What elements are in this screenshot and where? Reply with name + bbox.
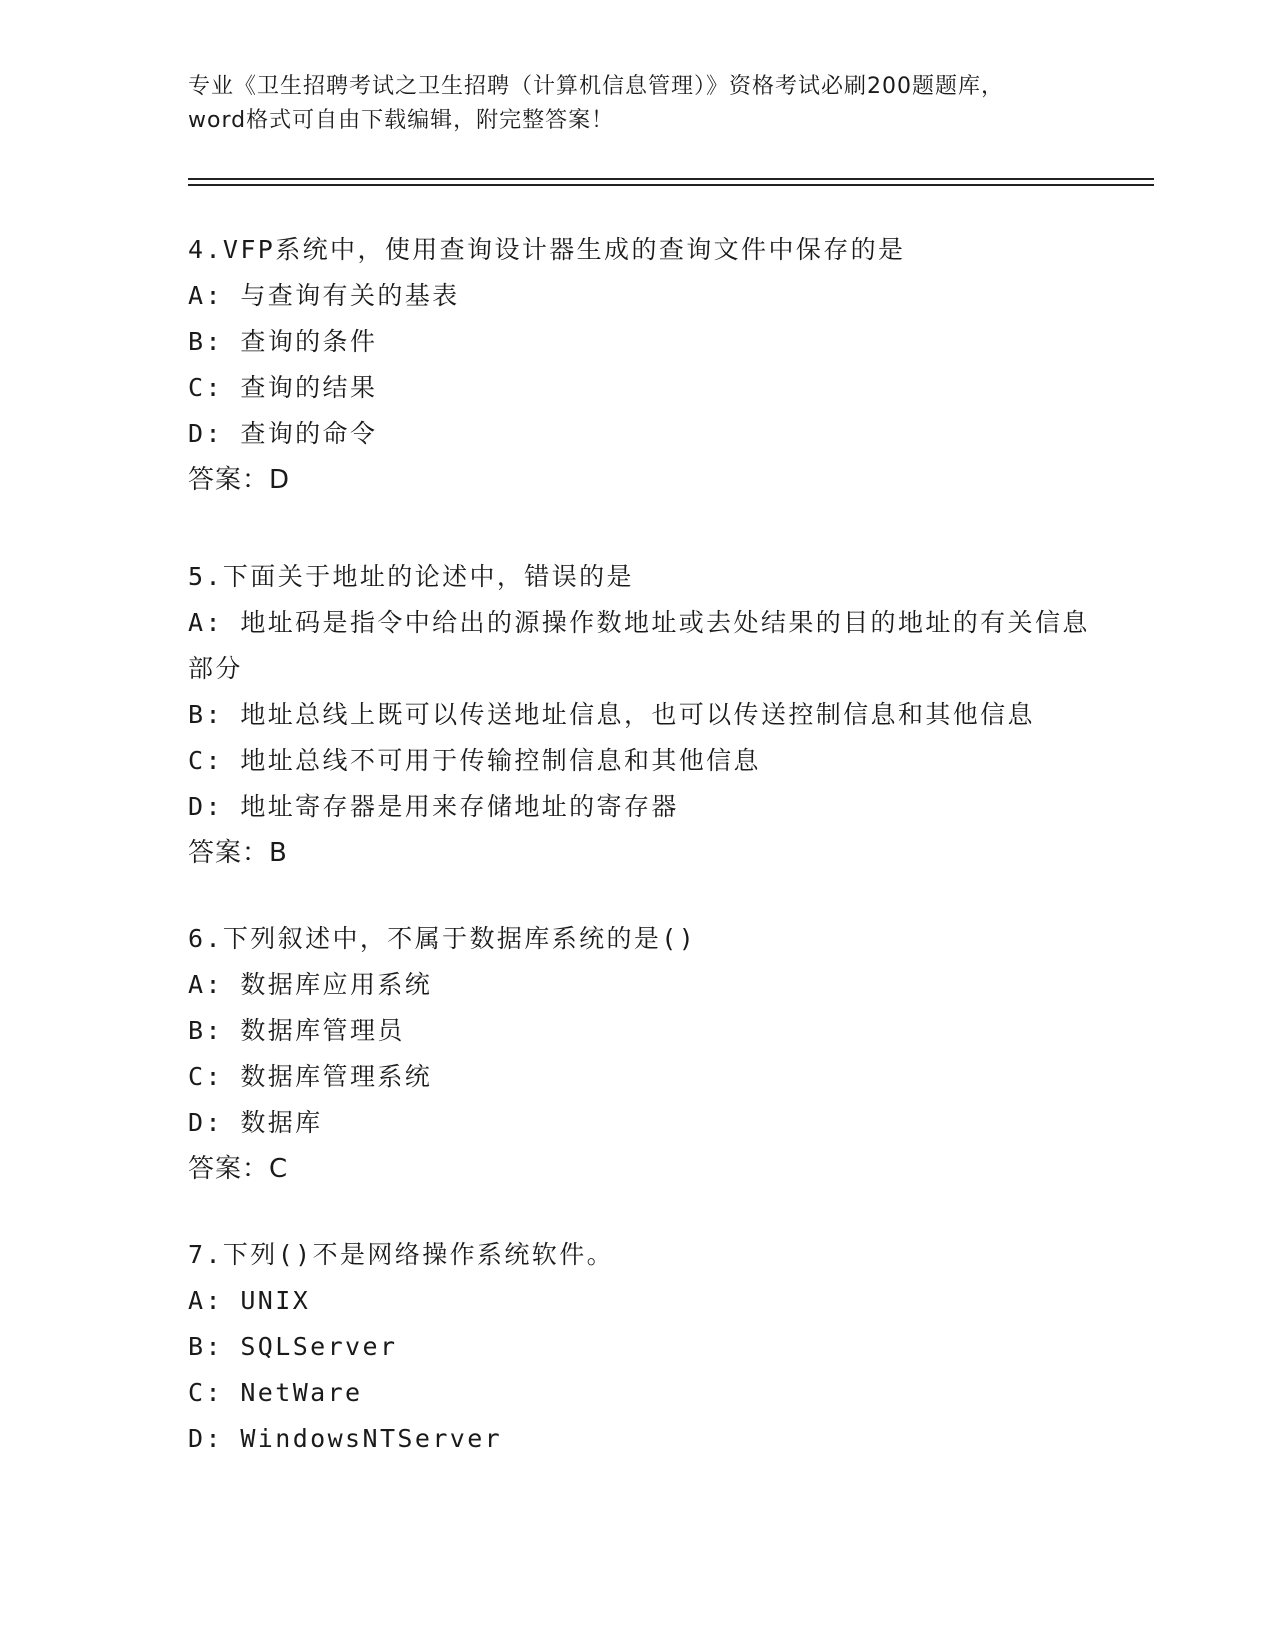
answer: 答案：B [188, 838, 288, 868]
option-d: D: 查询的命令 [188, 419, 378, 448]
option-a: A: 地址码是指令中给出的源操作数地址或去处结果的目的地址的有关信息部分 [188, 608, 1090, 683]
option-b: B: SQLServer [188, 1332, 398, 1361]
option-c: C: 地址总线不可用于传输控制信息和其他信息 [188, 746, 761, 775]
option-a: A: 数据库应用系统 [188, 970, 433, 999]
question-6 [188, 916, 1098, 1192]
question-stem: 6.下列叙述中，不属于数据库系统的是() [188, 924, 697, 953]
option-b: B: 查询的条件 [188, 327, 378, 356]
question-stem: 4.VFP系统中，使用查询设计器生成的查询文件中保存的是 [188, 235, 906, 264]
document-header [188, 70, 1088, 138]
option-b: B: 地址总线上既可以传送地址信息，也可以传送控制信息和其他信息 [188, 700, 1035, 729]
header-divider-bottom [188, 184, 1154, 186]
option-d: D: WindowsNTServer [188, 1424, 503, 1453]
option-a: A: UNIX [188, 1286, 311, 1315]
option-a: A: 与查询有关的基表 [188, 281, 460, 310]
header-line-1: 专业《卫生招聘考试之卫生招聘（计算机信息管理）》资格考试必刷200题题库， [188, 74, 1004, 99]
question-7 [188, 1232, 1098, 1462]
answer: 答案：D [188, 465, 291, 495]
question-4 [188, 227, 1098, 503]
option-c: C: 数据库管理系统 [188, 1062, 433, 1091]
question-stem: 5.下面关于地址的论述中，错误的是 [188, 562, 634, 591]
question-stem: 7.下列()不是网络操作系统软件。 [188, 1240, 615, 1269]
option-d: D: 地址寄存器是用来存储地址的寄存器 [188, 792, 679, 821]
header-divider-top [188, 178, 1154, 180]
option-b: B: 数据库管理员 [188, 1016, 405, 1045]
question-5 [188, 554, 1098, 876]
option-c: C: NetWare [188, 1378, 363, 1407]
header-line-2: word格式可自由下载编辑，附完整答案！ [188, 108, 615, 133]
option-d: D: 数据库 [188, 1108, 323, 1137]
answer: 答案：C [188, 1154, 289, 1184]
option-c: C: 查询的结果 [188, 373, 378, 402]
